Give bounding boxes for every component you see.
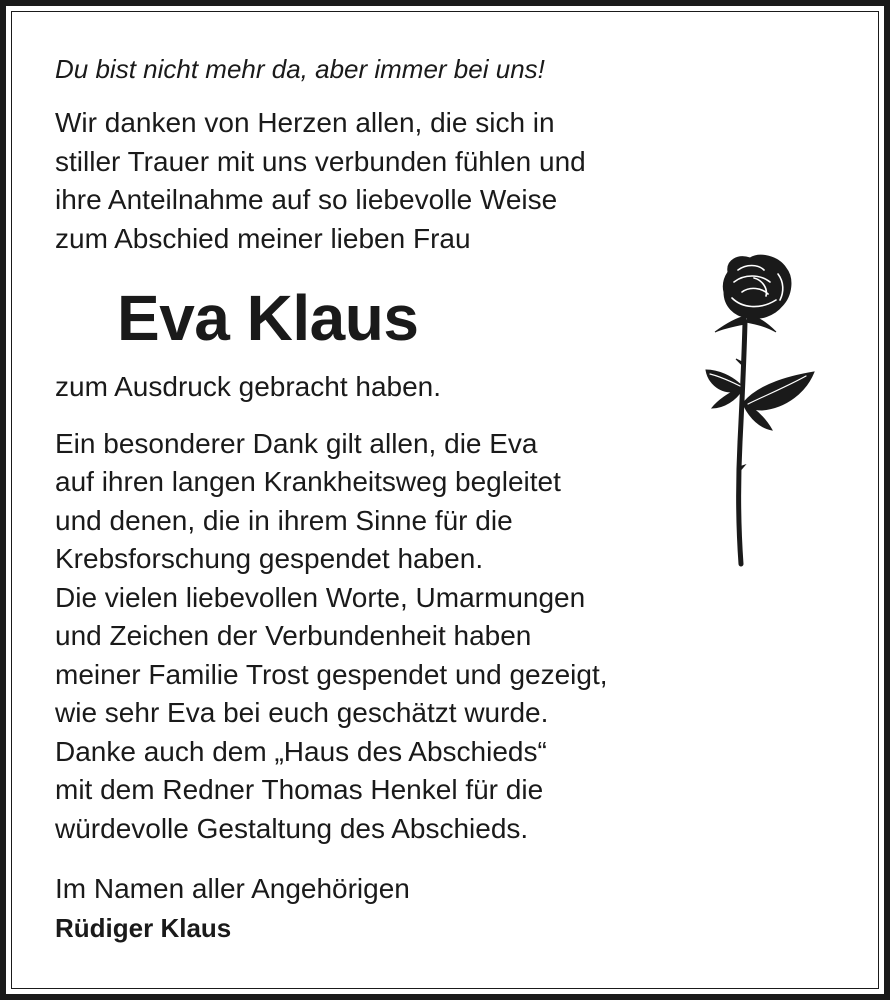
thanks-line: Danke auch dem „Haus des Abschieds“ bbox=[55, 735, 547, 767]
thanks-line: mit dem Redner Thomas Henkel für die bbox=[55, 774, 544, 805]
intro-line: ihre Anteilnahme auf so liebevolle Weise bbox=[55, 184, 558, 215]
thanks-line: wie sehr Eva bei euch geschätzt wurde. bbox=[55, 697, 549, 728]
thanks-paragraph bbox=[55, 425, 735, 849]
thanks-line: und Zeichen der Verbundenheit haben bbox=[55, 620, 532, 651]
signer-name: Rüdiger Klaus bbox=[55, 912, 232, 943]
motto: Du bist nicht mehr da, aber immer bei uns! bbox=[55, 54, 545, 84]
thanks-line: Ein besonderer Dank gilt allen, die Eva bbox=[55, 427, 538, 459]
thanks-line: und denen, die in ihrem Sinne für die bbox=[55, 504, 513, 536]
thanks-line: würdevolle Gestaltung des Abschieds. bbox=[55, 812, 529, 844]
intro-line: Wir danken von Herzen allen, die sich in bbox=[55, 107, 555, 138]
intro-paragraph bbox=[55, 104, 735, 258]
thanks-line: meiner Familie Trost gespendet und gezeigt, bbox=[55, 658, 608, 690]
closing-paragraph bbox=[55, 870, 735, 947]
after-name-text: zum Ausdruck gebracht haben. bbox=[55, 371, 442, 402]
intro-line: zum Abschied meiner lieben Frau bbox=[55, 222, 471, 254]
deceased-name: Eva Klaus bbox=[117, 282, 419, 354]
after-name-line bbox=[55, 368, 735, 407]
thanks-line: Die vielen liebevollen Worte, Umarmungen bbox=[55, 581, 586, 613]
thanks-line: Krebsforschung gespendet haben. bbox=[55, 543, 484, 574]
closing-text: Im Namen aller Angehörigen bbox=[55, 873, 410, 904]
intro-line: stiller Trauer mit uns verbunden fühlen und bbox=[55, 145, 586, 177]
obituary-notice bbox=[55, 52, 735, 947]
rose-icon bbox=[698, 252, 818, 568]
thanks-line: auf ihren langen Krankheitsweg begleitet bbox=[55, 466, 561, 497]
